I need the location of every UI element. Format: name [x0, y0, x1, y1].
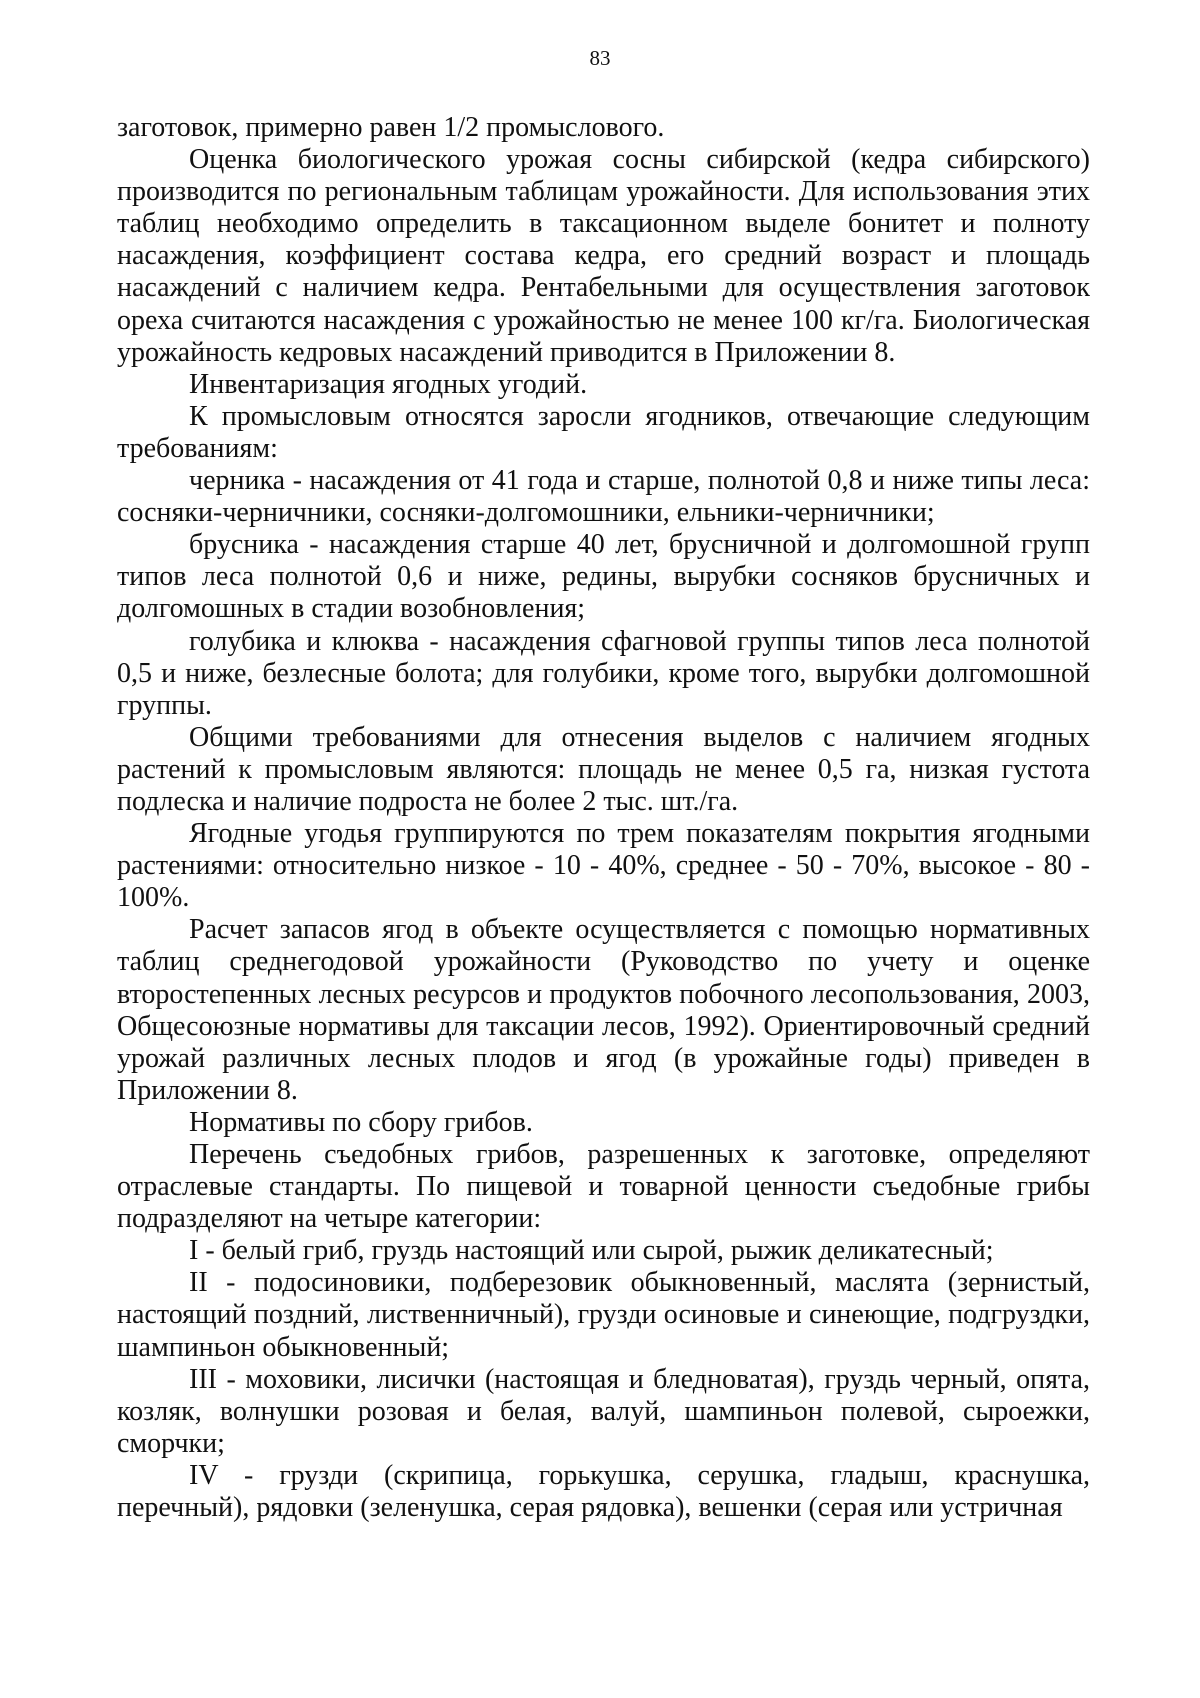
- paragraph-category-1: I - белый гриб, груздь настоящий или сырой, рыжик деликатесный;: [189, 1235, 994, 1267]
- page-number: 83: [589, 46, 611, 70]
- paragraph-bilberry: черника - насаждения от 41 года и старше, полнотой 0,8 и ниже типы леса: сосняки-черничники, сосняки-долгомошники, ельники-черничники;: [117, 465, 1090, 529]
- body-text: [117, 112, 1090, 1524]
- paragraph-category-3: III - моховики, лисички (настоящая и бледноватая), груздь черный, опята, козляк, волнушки розовая и белая, валуй, шампиньон полевой, сыроежки, сморчки;: [117, 1363, 1090, 1459]
- paragraph-category-4: IV - грузди (скрипица, горькушка, серушка, гладыш, краснушка, перечный), рядовки (зеленушка, серая рядовка), вешенки (серая или устричная: [117, 1459, 1090, 1524]
- paragraph-commercial-requirements: К промысловым относятся заросли ягодников, отвечающие следующим требованиям:: [117, 400, 1090, 464]
- paragraph-coverage-groups: Ягодные угодья группируются по трем показателям покрытия ягодными растениями: относительно низкое - 10 - 40%, среднее - 50 - 70%, высокое - 80 - 100%.: [117, 818, 1090, 914]
- paragraph-mushroom-norms-heading: Нормативы по сбору грибов.: [189, 1106, 533, 1138]
- paragraph-general-requirements: Общими требованиями для отнесения выделов с наличием ягодных растений к промысловым являются: площадь не менее 0,5 га, низкая густота подлеска и наличие подроста не более 2 тыс. шт./га.: [117, 721, 1090, 817]
- paragraph-mushroom-list: Перечень съедобных грибов, разрешенных к заготовке, определяют отраслевые стандарты. По пищевой и товарной ценности съедобные грибы подразделяют на четыре категории:: [117, 1139, 1090, 1235]
- paragraph-cedar-yield: Оценка биологического урожая сосны сибирской (кедра сибирского) производится по региональным таблицам урожайности. Для использования этих таблиц необходимо определить в таксационном выделе бонитет и полноту насаждения, коэффициент состава кедра, его средний возраст и площадь насаждений с наличием кедра. Рентабельными для осуществления заготовок ореха считаются насаждения с урожайностью не менее 100 кг/га. Биологическая урожайность кедровых насаждений приводится в Приложении 8.: [117, 144, 1090, 368]
- paragraph-stock-calculation: Расчет запасов ягод в объекте осуществляется с помощью нормативных таблиц среднегодовой урожайности (Руководство по учету и оценке второстепенных лесных ресурсов и продуктов побочного лесопользования, 2003, Общесоюзные нормативы для таксации лесов, 1992). Ориентировочный средний урожай различных лесных плодов и ягод (в урожайные годы) приведен в Приложении 8.: [117, 914, 1090, 1106]
- paragraph-continuation: заготовок, примерно равен 1/2 промыслового.: [117, 112, 665, 143]
- paragraph-blueberry-cranberry: голубика и клюква - насаждения сфагновой группы типов леса полнотой 0,5 и ниже, безлесные болота; для голубики, кроме того, вырубки долгомошной группы.: [117, 625, 1090, 721]
- paragraph-lingonberry: брусника - насаждения старше 40 лет, брусничной и долгомошной групп типов леса полнотой 0,6 и ниже, редины, вырубки сосняков брусничных и долгомошных в стадии возобновления;: [117, 529, 1090, 625]
- paragraph-berry-inventory-heading: Инвентаризация ягодных угодий.: [189, 368, 588, 400]
- paragraph-category-2: II - подосиновики, подберезовик обыкновенный, маслята (зернистый, настоящий поздний, лиственничный), грузди осиновые и синеющие, подгруздки, шампиньон обыкновенный;: [117, 1267, 1090, 1363]
